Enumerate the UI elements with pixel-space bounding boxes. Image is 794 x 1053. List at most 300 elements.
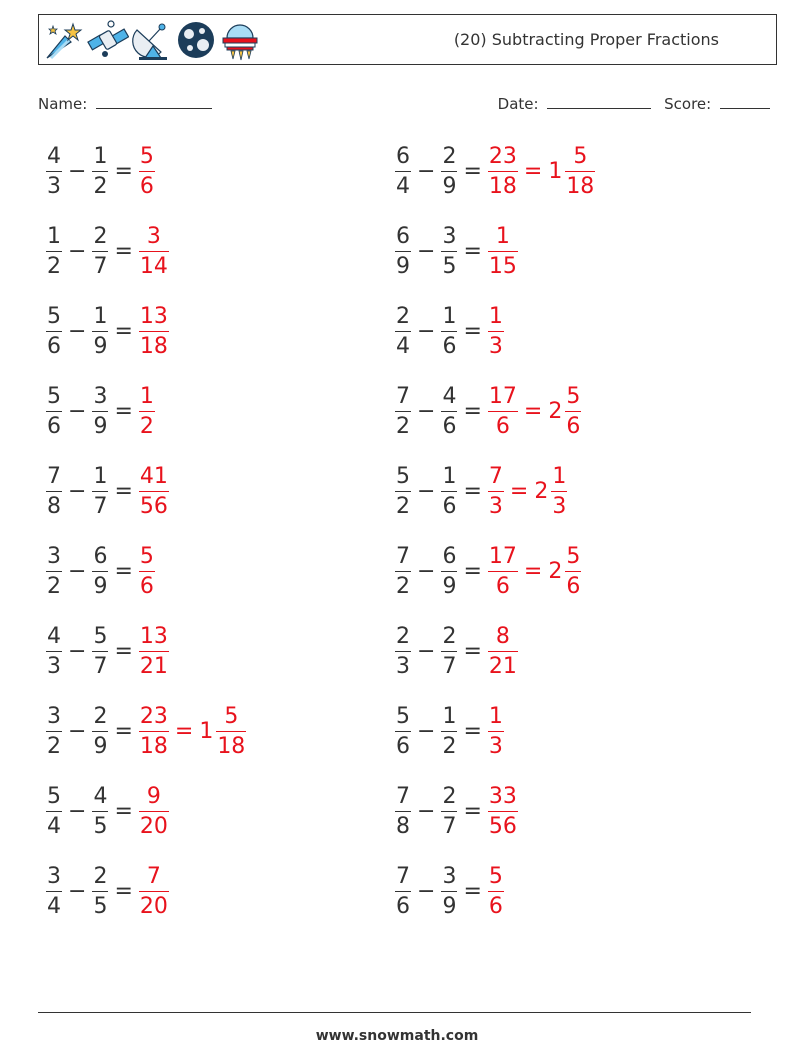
- minus-sign: −: [417, 398, 436, 424]
- fraction-bar: [565, 411, 581, 412]
- mixed-whole-number: 2: [534, 478, 549, 504]
- fraction-bar: [488, 651, 518, 652]
- denominator: 2: [396, 413, 410, 439]
- equals-sign: =: [114, 478, 133, 504]
- fraction-bar: [92, 571, 108, 572]
- answer: [484, 623, 522, 680]
- problem-item: [391, 539, 585, 603]
- numerator: 5: [396, 703, 410, 729]
- answer-fraction: [139, 543, 155, 600]
- numerator: 6: [396, 143, 410, 169]
- answer-fraction: [139, 223, 169, 280]
- fraction-bar: [488, 491, 504, 492]
- minuend-fraction: [46, 383, 62, 440]
- numerator: 2: [396, 623, 410, 649]
- fraction-bar: [488, 411, 518, 412]
- satellite-icon: [87, 18, 129, 62]
- numerator: 1: [93, 143, 108, 169]
- minuend-fraction: [395, 783, 411, 840]
- answer-fraction: [488, 703, 504, 760]
- mixed-fraction-part: [216, 703, 246, 760]
- numerator: 6: [93, 543, 108, 569]
- fraction-bar: [139, 571, 155, 572]
- denominator: 7: [442, 653, 457, 679]
- numerator: 3: [47, 703, 61, 729]
- equals-sign: =: [114, 798, 133, 824]
- denominator: 3: [47, 653, 61, 679]
- fraction-bar: [92, 171, 108, 172]
- fraction-bar: [92, 331, 108, 332]
- minuend-fraction: [395, 623, 411, 680]
- equals-sign: =: [114, 318, 133, 344]
- fraction-bar: [139, 491, 169, 492]
- numerator: 5: [566, 543, 581, 569]
- fraction-bar: [488, 811, 518, 812]
- minuend-fraction: [395, 463, 411, 520]
- minuend-fraction: [395, 223, 411, 280]
- answer-fraction: [139, 143, 155, 200]
- denominator: 4: [396, 333, 410, 359]
- fraction-bar: [46, 811, 62, 812]
- subtrahend-fraction: [92, 623, 108, 680]
- problem-item: [42, 379, 159, 443]
- minus-sign: −: [417, 318, 436, 344]
- subtrahend-fraction: [92, 463, 108, 520]
- denominator: 2: [396, 493, 410, 519]
- subtrahend-fraction: [441, 863, 457, 920]
- answer-fraction: [488, 383, 518, 440]
- numerator: 1: [47, 223, 61, 249]
- equals-sign: =: [509, 478, 529, 504]
- minuend-fraction: [46, 463, 62, 520]
- equals-sign: =: [463, 878, 482, 904]
- fraction-bar: [139, 891, 169, 892]
- fraction-bar: [46, 411, 62, 412]
- subtrahend-fraction: [92, 783, 108, 840]
- subtrahend-fraction: [441, 543, 457, 600]
- minus-sign: −: [68, 558, 87, 584]
- mixed-fraction-part: [551, 463, 567, 520]
- equals-sign: =: [114, 638, 133, 664]
- minuend-fraction: [46, 863, 62, 920]
- equals-sign: =: [463, 558, 482, 584]
- footer-divider: [38, 1012, 751, 1013]
- numerator: 5: [139, 543, 154, 569]
- ufo-icon: [219, 18, 261, 62]
- fraction-bar: [395, 731, 411, 732]
- subtrahend-fraction: [441, 623, 457, 680]
- denominator: 6: [139, 173, 154, 199]
- equals-sign: =: [114, 878, 133, 904]
- numerator: 7: [146, 863, 161, 889]
- denominator: 2: [139, 413, 154, 439]
- minuend-fraction: [395, 383, 411, 440]
- minuend-fraction: [46, 623, 62, 680]
- fraction-bar: [395, 251, 411, 252]
- fraction-bar: [441, 491, 457, 492]
- numerator: 1: [139, 383, 154, 409]
- footer-url: www.snowmath.com: [315, 1028, 479, 1044]
- answer-fraction: [139, 783, 169, 840]
- answer-fraction: [488, 543, 518, 600]
- equals-sign: =: [463, 318, 482, 344]
- denominator: 2: [442, 733, 457, 759]
- denominator: 21: [139, 653, 168, 679]
- numerator: 8: [495, 623, 510, 649]
- answer-fraction: [139, 383, 155, 440]
- fraction-bar: [488, 731, 504, 732]
- minus-sign: −: [68, 158, 87, 184]
- numerator: 23: [488, 143, 517, 169]
- answer: [135, 383, 159, 440]
- denominator: 3: [488, 733, 503, 759]
- numerator: 3: [442, 863, 457, 889]
- denominator: 6: [396, 893, 410, 919]
- minus-sign: −: [417, 798, 436, 824]
- denominator: 6: [47, 333, 61, 359]
- numerator: 3: [146, 223, 161, 249]
- numerator: 2: [442, 143, 457, 169]
- problem-item: [42, 859, 173, 923]
- problem-item: [391, 699, 508, 763]
- answer-fraction: [139, 303, 169, 360]
- problem-item: [42, 699, 250, 763]
- fraction-bar: [441, 411, 457, 412]
- numerator: 17: [488, 543, 517, 569]
- minuend-fraction: [46, 223, 62, 280]
- fraction-bar: [46, 651, 62, 652]
- numerator: 7: [47, 463, 61, 489]
- mixed-whole-number: 1: [199, 718, 214, 744]
- answer: [484, 223, 522, 280]
- denominator: 20: [139, 813, 168, 839]
- equals-sign: =: [463, 798, 482, 824]
- fraction-bar: [46, 331, 62, 332]
- numerator: 23: [139, 703, 168, 729]
- answer: [484, 463, 571, 520]
- denominator: 20: [139, 893, 168, 919]
- name-blank[interactable]: [96, 94, 212, 109]
- fraction-bar: [92, 811, 108, 812]
- fraction-bar: [395, 331, 411, 332]
- denominator: 3: [396, 653, 410, 679]
- fraction-bar: [488, 251, 518, 252]
- denominator: 18: [139, 333, 168, 359]
- numerator: 4: [93, 783, 108, 809]
- score-label: Score:: [664, 95, 712, 113]
- fraction-bar: [395, 171, 411, 172]
- minuend-fraction: [395, 863, 411, 920]
- fraction-bar: [441, 571, 457, 572]
- numerator: 5: [139, 143, 154, 169]
- subtrahend-fraction: [441, 783, 457, 840]
- equals-sign: =: [463, 478, 482, 504]
- denominator: 9: [442, 173, 457, 199]
- fraction-bar: [216, 731, 246, 732]
- mixed-whole-number: 1: [548, 158, 563, 184]
- minus-sign: −: [417, 478, 436, 504]
- denominator: 9: [93, 733, 108, 759]
- numerator: 7: [396, 383, 410, 409]
- problem-item: [42, 459, 173, 523]
- fraction-bar: [139, 811, 169, 812]
- fraction-bar: [92, 491, 108, 492]
- numerator: 5: [566, 383, 581, 409]
- shooting-star-icon: [43, 18, 85, 62]
- subtrahend-fraction: [441, 143, 457, 200]
- score-blank[interactable]: [720, 94, 770, 109]
- answer: [484, 703, 508, 760]
- numerator: 7: [396, 863, 410, 889]
- denominator: 9: [442, 893, 457, 919]
- numerator: 5: [224, 703, 239, 729]
- fraction-bar: [395, 651, 411, 652]
- denominator: 7: [442, 813, 457, 839]
- problem-item: [42, 299, 173, 363]
- minus-sign: −: [68, 878, 87, 904]
- fraction-bar: [441, 891, 457, 892]
- fraction-bar: [139, 651, 169, 652]
- denominator: 6: [442, 413, 457, 439]
- minuend-fraction: [395, 303, 411, 360]
- fraction-bar: [441, 331, 457, 332]
- denominator: 4: [47, 893, 61, 919]
- date-score-fields: [498, 94, 770, 114]
- denominator: 3: [488, 333, 503, 359]
- answer: [135, 143, 159, 200]
- problem-item: [42, 619, 173, 683]
- mixed-fraction-part: [565, 143, 595, 200]
- minus-sign: −: [417, 558, 436, 584]
- answer: [135, 543, 159, 600]
- equals-sign: =: [523, 558, 543, 584]
- equals-sign: =: [463, 158, 482, 184]
- fraction-bar: [395, 491, 411, 492]
- numerator: 5: [396, 463, 410, 489]
- minuend-fraction: [46, 783, 62, 840]
- answer-fraction: [488, 463, 504, 520]
- denominator: 21: [488, 653, 517, 679]
- equals-sign: =: [523, 158, 543, 184]
- minus-sign: −: [417, 238, 436, 264]
- denominator: 9: [396, 253, 410, 279]
- answer: [484, 543, 585, 600]
- problem-item: [42, 139, 159, 203]
- denominator: 5: [93, 813, 108, 839]
- denominator: 5: [93, 893, 108, 919]
- fraction-bar: [441, 651, 457, 652]
- answer-fraction: [139, 703, 169, 760]
- equals-sign: =: [114, 558, 133, 584]
- satellite-dish-icon: [131, 18, 173, 62]
- answer: [135, 303, 173, 360]
- denominator: 15: [488, 253, 517, 279]
- answer-fraction: [488, 143, 518, 200]
- date-blank[interactable]: [547, 94, 651, 109]
- equals-sign: =: [114, 158, 133, 184]
- minus-sign: −: [68, 718, 87, 744]
- fraction-bar: [139, 171, 155, 172]
- numerator: 5: [47, 383, 61, 409]
- numerator: 7: [396, 783, 410, 809]
- numerator: 5: [93, 623, 108, 649]
- mixed-whole-number: 2: [548, 558, 563, 584]
- denominator: 18: [217, 733, 246, 759]
- numerator: 3: [47, 863, 61, 889]
- fraction-bar: [441, 811, 457, 812]
- denominator: 3: [488, 493, 503, 519]
- minuend-fraction: [46, 143, 62, 200]
- fraction-bar: [139, 411, 155, 412]
- minus-sign: −: [417, 718, 436, 744]
- problem-item: [42, 539, 159, 603]
- fraction-bar: [46, 491, 62, 492]
- numerator: 4: [442, 383, 457, 409]
- minuend-fraction: [395, 543, 411, 600]
- fraction-bar: [551, 491, 567, 492]
- answer-fraction: [139, 463, 169, 520]
- subtrahend-fraction: [92, 863, 108, 920]
- denominator: 14: [139, 253, 168, 279]
- denominator: 7: [93, 253, 108, 279]
- fraction-bar: [46, 571, 62, 572]
- header-icons: [43, 18, 261, 62]
- fraction-bar: [92, 731, 108, 732]
- fraction-bar: [488, 171, 518, 172]
- denominator: 6: [396, 733, 410, 759]
- worksheet-title: (20) Subtracting Proper Fractions: [453, 30, 719, 49]
- numerator: 1: [488, 703, 503, 729]
- fraction-bar: [441, 731, 457, 732]
- fraction-bar: [488, 331, 504, 332]
- subtrahend-fraction: [441, 223, 457, 280]
- numerator: 3: [93, 383, 108, 409]
- name-label: Name:: [38, 95, 88, 113]
- numerator: 33: [488, 783, 517, 809]
- fraction-bar: [46, 891, 62, 892]
- fraction-bar: [46, 251, 62, 252]
- subtrahend-fraction: [92, 703, 108, 760]
- numerator: 4: [47, 623, 61, 649]
- mixed-fraction-part: [565, 543, 581, 600]
- denominator: 6: [566, 413, 581, 439]
- denominator: 18: [566, 173, 595, 199]
- denominator: 6: [566, 573, 581, 599]
- denominator: 6: [495, 413, 510, 439]
- minus-sign: −: [68, 798, 87, 824]
- numerator: 2: [442, 783, 457, 809]
- date-label: Date:: [497, 95, 539, 113]
- answer-fraction: [488, 863, 504, 920]
- equals-sign: =: [463, 398, 482, 424]
- numerator: 1: [93, 463, 108, 489]
- equals-sign: =: [463, 638, 482, 664]
- minus-sign: −: [417, 638, 436, 664]
- problem-item: [42, 779, 173, 843]
- answer-fraction: [488, 223, 518, 280]
- numerator: 1: [442, 463, 457, 489]
- denominator: 8: [396, 813, 410, 839]
- numerator: 6: [396, 223, 410, 249]
- denominator: 6: [488, 893, 503, 919]
- numerator: 2: [396, 303, 410, 329]
- numerator: 41: [139, 463, 168, 489]
- numerator: 3: [47, 543, 61, 569]
- denominator: 56: [488, 813, 517, 839]
- numerator: 9: [146, 783, 161, 809]
- fraction-bar: [395, 891, 411, 892]
- fraction-bar: [92, 651, 108, 652]
- answer-fraction: [139, 623, 169, 680]
- denominator: 6: [47, 413, 61, 439]
- denominator: 6: [139, 573, 154, 599]
- subtrahend-fraction: [92, 543, 108, 600]
- problem-item: [391, 139, 599, 203]
- denominator: 2: [47, 573, 61, 599]
- numerator: 1: [442, 703, 457, 729]
- fraction-bar: [395, 411, 411, 412]
- minuend-fraction: [46, 703, 62, 760]
- numerator: 13: [139, 623, 168, 649]
- denominator: 5: [442, 253, 457, 279]
- numerator: 1: [552, 463, 567, 489]
- denominator: 9: [93, 573, 108, 599]
- fraction-bar: [46, 731, 62, 732]
- numerator: 1: [495, 223, 510, 249]
- denominator: 4: [396, 173, 410, 199]
- problem-item: [391, 379, 585, 443]
- fraction-bar: [488, 891, 504, 892]
- denominator: 2: [47, 253, 61, 279]
- problem-item: [391, 859, 508, 923]
- problem-item: [391, 299, 508, 363]
- equals-sign: =: [463, 718, 482, 744]
- minus-sign: −: [68, 478, 87, 504]
- minuend-fraction: [395, 703, 411, 760]
- minus-sign: −: [68, 318, 87, 344]
- subtrahend-fraction: [92, 143, 108, 200]
- fraction-bar: [139, 731, 169, 732]
- name-field: [38, 94, 212, 114]
- numerator: 5: [573, 143, 588, 169]
- minus-sign: −: [417, 878, 436, 904]
- answer-fraction: [488, 303, 504, 360]
- mixed-whole-number: 2: [548, 398, 563, 424]
- answer: [135, 463, 173, 520]
- minuend-fraction: [395, 143, 411, 200]
- denominator: 2: [93, 173, 108, 199]
- fraction-bar: [488, 571, 518, 572]
- denominator: 18: [488, 173, 517, 199]
- numerator: 1: [442, 303, 457, 329]
- numerator: 6: [442, 543, 457, 569]
- answer: [484, 303, 508, 360]
- minus-sign: −: [417, 158, 436, 184]
- denominator: 7: [93, 493, 108, 519]
- fraction-bar: [441, 251, 457, 252]
- answer: [484, 383, 585, 440]
- fraction-bar: [441, 171, 457, 172]
- fraction-bar: [395, 571, 411, 572]
- problem-item: [391, 779, 522, 843]
- subtrahend-fraction: [92, 303, 108, 360]
- denominator: 6: [495, 573, 510, 599]
- subtrahend-fraction: [92, 223, 108, 280]
- fraction-bar: [139, 251, 169, 252]
- fraction-bar: [139, 331, 169, 332]
- numerator: 5: [488, 863, 503, 889]
- equals-sign: =: [463, 238, 482, 264]
